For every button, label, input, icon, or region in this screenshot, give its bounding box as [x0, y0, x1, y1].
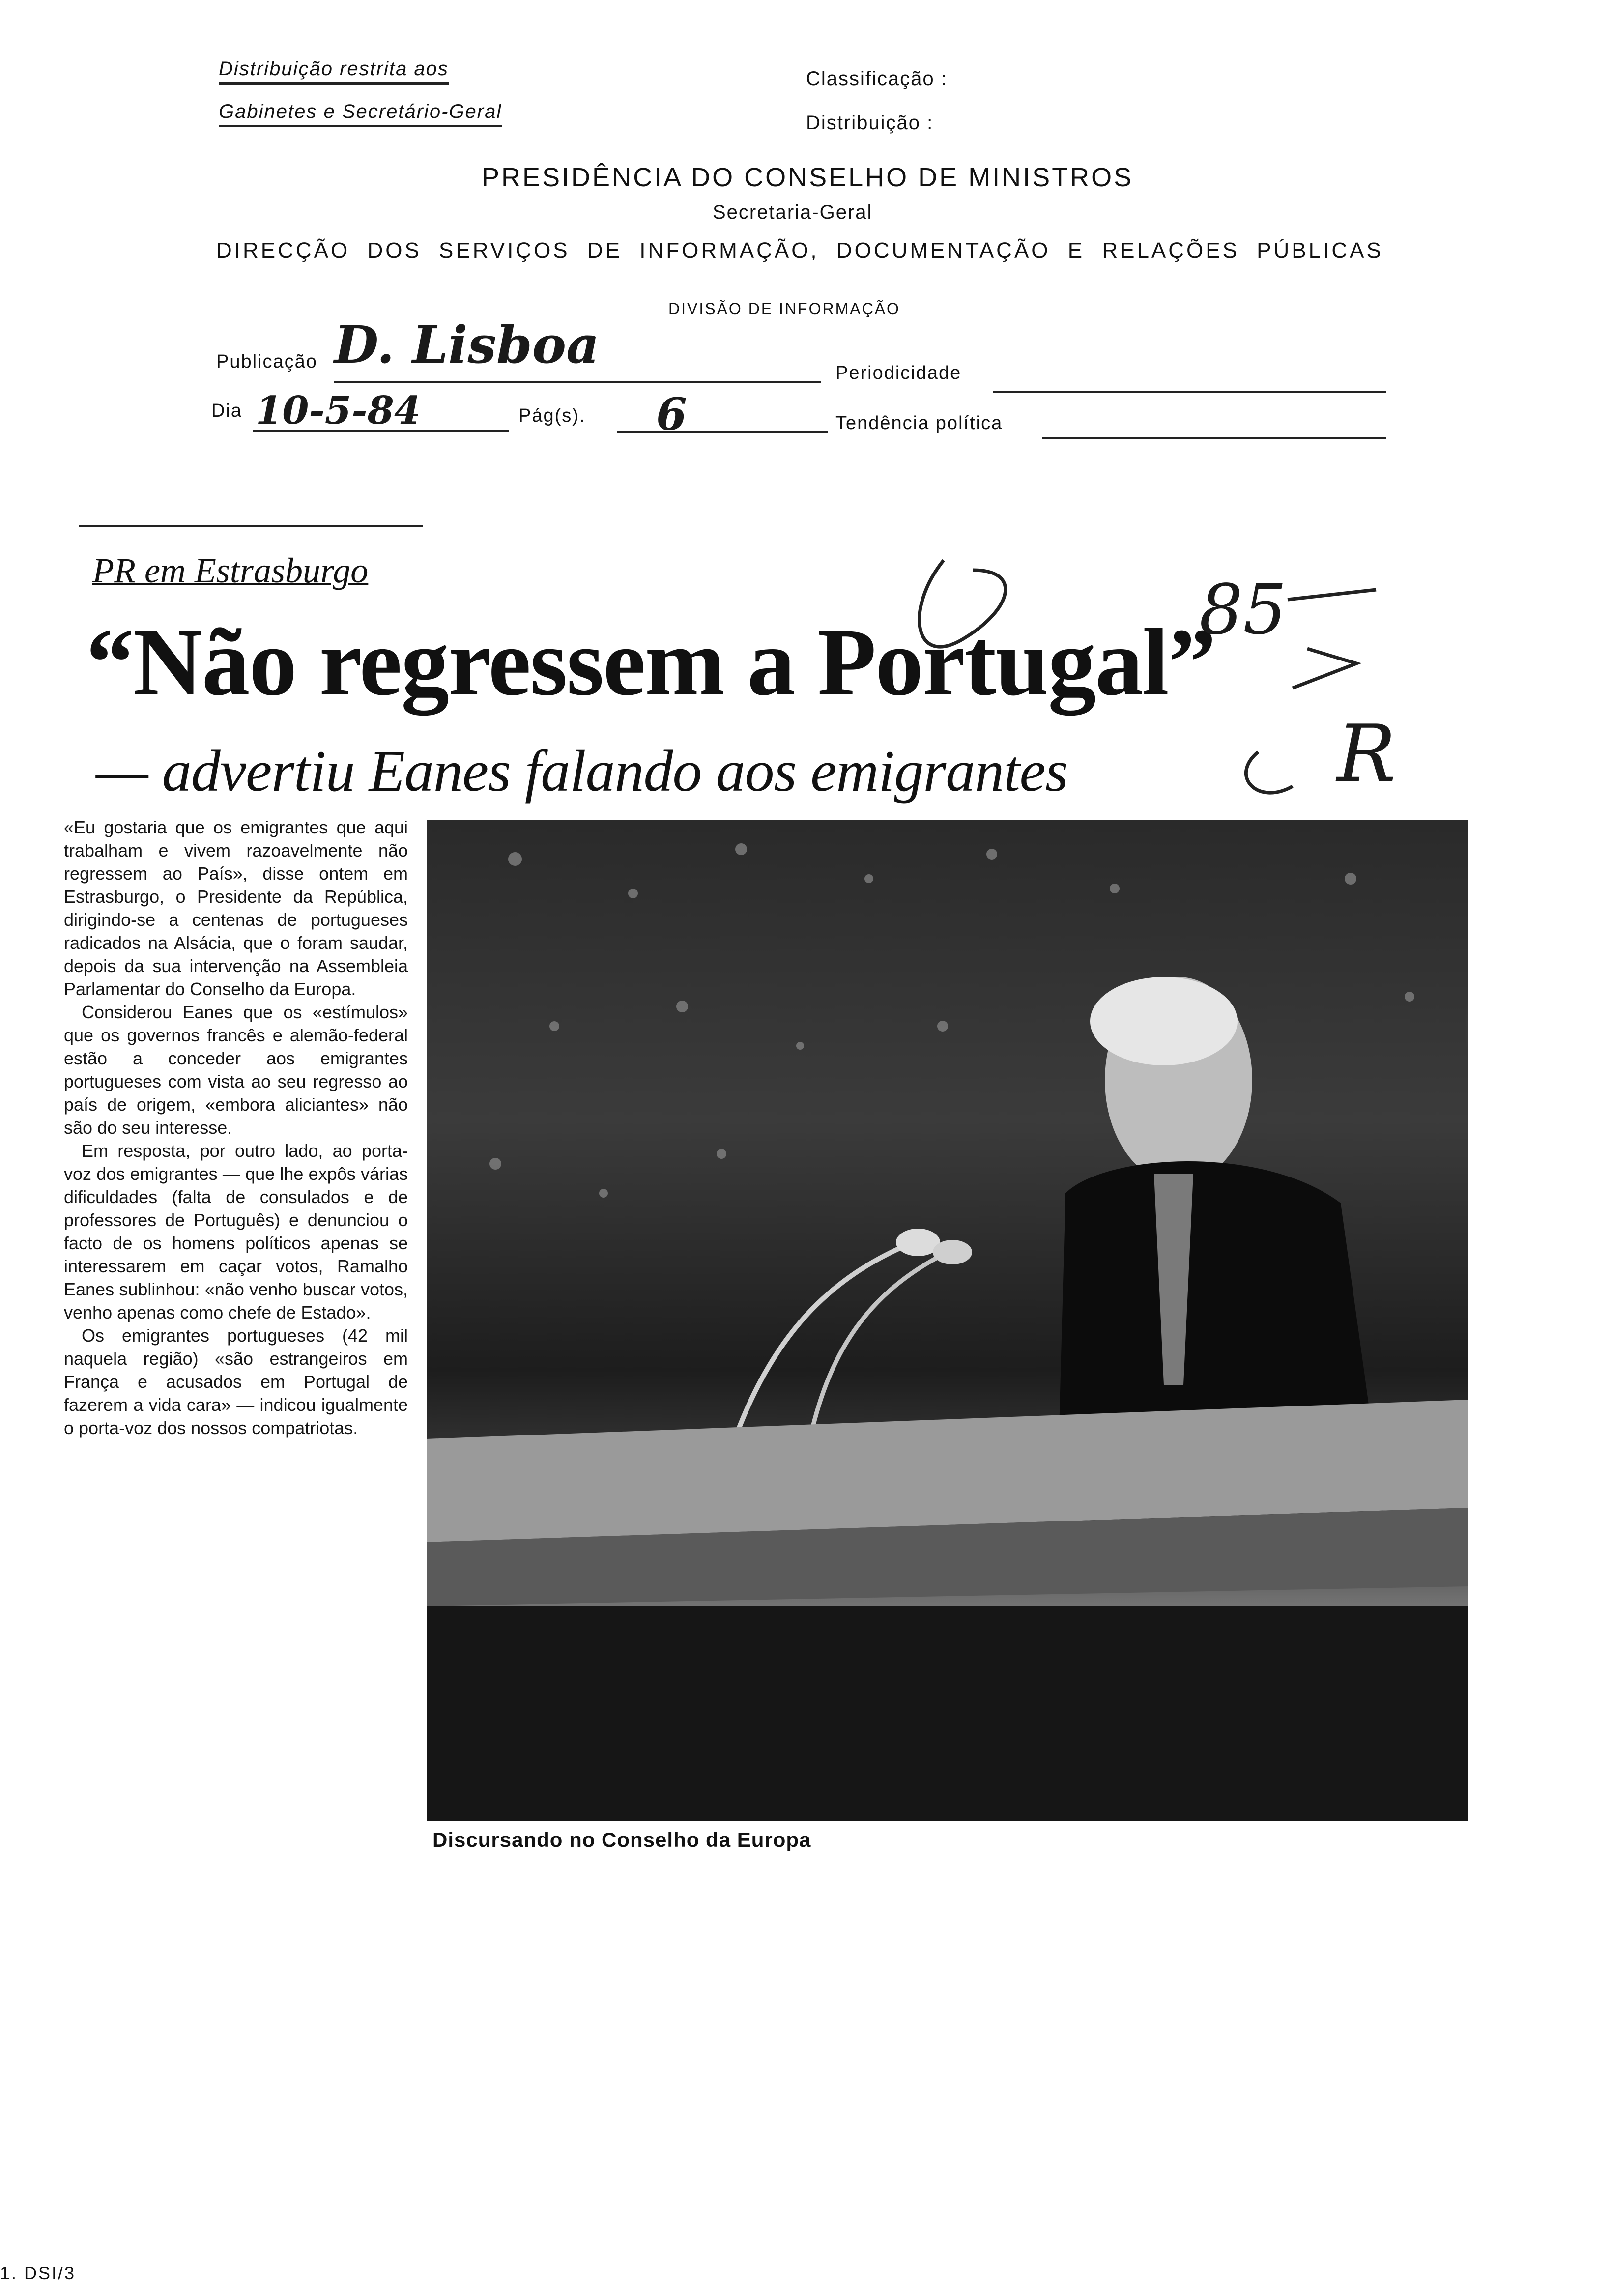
article-paragraph: «Eu gostaria que os emigrantes que aqui trabalham e vivem razoavelmente não regressem ao País», disse ontem em Estrasburgo, o Presidente da República, dirigindo-se a centenas de portugueses radicados na Alsácia, que o foram saudar, depois da sua intervenção na Assembleia Parlamentar do Conselho da Europa.: [64, 817, 408, 999]
day-line: [253, 430, 509, 432]
article-subheadline: — advertiu Eanes falando aos emigrantes: [96, 738, 1068, 804]
distribution-label: Distribuição :: [806, 112, 934, 134]
political-tendency-line: [1042, 437, 1386, 439]
article-body: [64, 816, 408, 1439]
article-paragraph: Em resposta, por outro lado, ao porta-voz dos emigrantes — que lhe expôs várias dificuldades (falta de consulados e de professores de Português) e denunciou o facto de os homens políticos apenas se interessarem em caçar votos, Ramalho Eanes sublinhou: «não venho buscar votos, venho apenas como chefe de Estado».: [64, 1141, 408, 1322]
pages-value: 6: [656, 388, 687, 440]
article-paragraph: Considerou Eanes que os «estímulos» que os governos francês e alemão-federal estão a conceder aos emigrantes portugueses com vista ao seu regresso ao país de origem, «embora aliciantes» não são do seu interesse.: [64, 1002, 408, 1138]
ministry-title: PRESIDÊNCIA DO CONSELHO DE MINISTROS: [482, 163, 1134, 192]
handwritten-annotation-r: R: [1337, 708, 1396, 800]
pages-line: [617, 431, 828, 433]
publication-value: D. Lisboa: [334, 315, 600, 375]
periodicity-label: Periodicidade: [835, 363, 962, 383]
article-photo: [427, 820, 1468, 1821]
restricted-distribution-line-2: Gabinetes e Secretário-Geral: [219, 101, 502, 127]
day-value: 10-5-84: [256, 388, 421, 433]
article-headline: “Não regressem a Portugal”: [86, 609, 1215, 716]
political-tendency-label: Tendência política: [835, 413, 1003, 433]
classification-label: Classificação :: [806, 68, 948, 89]
form-code: 1. DSI/3: [0, 2263, 76, 2283]
publication-label: Publicação: [216, 351, 317, 372]
day-label: Dia: [211, 401, 243, 421]
article-kicker: PR em Estrasburgo: [92, 551, 369, 590]
article-paragraph: Os emigrantes portugueses (42 mil naquela região) «são estrangeiros em França e acusados em Portugal de fazerem a vida cara» — indicou igualmente o porta-voz dos nossos compatriotas.: [64, 1325, 408, 1438]
article-top-rule: [79, 525, 423, 527]
handwritten-scribble: [885, 541, 1425, 816]
periodicity-line: [993, 391, 1386, 393]
photo-scene: [427, 820, 1468, 1821]
publication-line: [334, 381, 821, 383]
directorate-title: DIRECÇÃO DOS SERVIÇOS DE INFORMAÇÃO, DOCUMENTAÇÃO E RELAÇÕES PÚBLICAS: [216, 238, 1383, 262]
pages-label: Pág(s).: [518, 405, 586, 426]
restricted-distribution-line-1: Distribuição restrita aos: [219, 58, 449, 85]
division-title: DIVISÃO DE INFORMAÇÃO: [668, 300, 900, 317]
photo-caption: Discursando no Conselho da Europa: [432, 1828, 811, 1851]
handwritten-annotation-85: 85: [1199, 570, 1287, 650]
secretariat-title: Secretaria-Geral: [713, 201, 873, 223]
